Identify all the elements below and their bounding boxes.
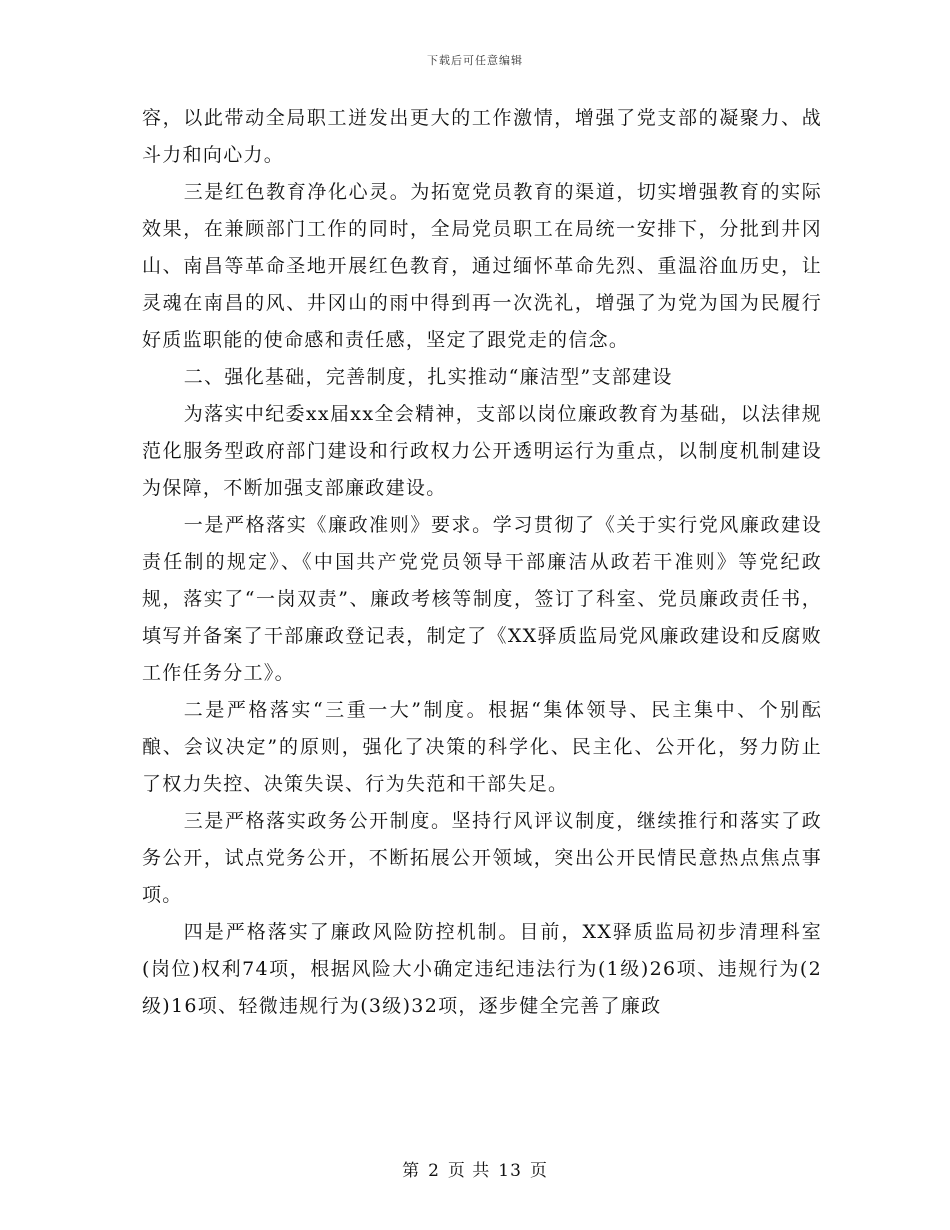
paragraph: 四是严格落实了廉政风险防控机制。目前，XX驿质监局初步清理科室(岗位)权利74项，根据风险大小确定违纪违法行为(1级)26项、违规行为(2级)16项、轻微违规行为(3级)32项，逐步健全完善了廉政 xyxy=(142,921,822,1017)
paragraph: 三是严格落实政务公开制度。坚持行风评议制度，继续推行和落实了政务公开，试点党务公开，不断拓展公开领域，突出公开民情民意热点焦点事项。 xyxy=(142,810,822,906)
footer-total-pages: 13 xyxy=(498,1161,522,1181)
paragraph: 三是红色教育净化心灵。为拓宽党员教育的渠道，切实增强教育的实际效果，在兼顾部门工作的同时，全局党员职工在局统一安排下，分批到井冈山、南昌等革命圣地开展红色教育，通过缅怀革命先烈、重温浴血历史，让灵魂在南昌的风、井冈山的雨中得到再一次洗礼，增强了为党为国为民履行好质监职能的使命感和责任感，坚定了跟党走的信念。 xyxy=(142,181,822,351)
footer-label-page: 第 xyxy=(402,1161,421,1181)
page-header: 下载后可任意编辑 xyxy=(427,54,523,67)
document-body xyxy=(142,100,822,1025)
paragraph: 为落实中纪委xx届xx全会精神，支部以岗位廉政教育为基础，以法律规范化服务型政府部门建设和行政权力公开透明运行为重点，以制度机制建设为保障，不断加强支部廉政建设。 xyxy=(142,403,822,499)
footer-label-of: 页 共 xyxy=(447,1161,491,1181)
footer-label-end: 页 xyxy=(529,1161,548,1181)
footer-current-page: 2 xyxy=(428,1161,440,1181)
section-heading: 二、强化基础，完善制度，扎实推动“廉洁型”支部建设 xyxy=(183,366,673,388)
page-footer xyxy=(0,1156,950,1181)
paragraph: 一是严格落实《廉政准则》要求。学习贯彻了《关于实行党风廉政建设责任制的规定》、《中国共产党党员领导干部廉洁从政若干准则》等党纪政规，落实了“一岗双责”、廉政考核等制度，签订了科室、党员廉政责任书，填写并备案了干部廉政登记表，制定了《XX驿质监局党风廉政建设和反腐败工作任务分工》。 xyxy=(142,514,822,684)
paragraph: 二是严格落实“三重一大”制度。根据“集体领导、民主集中、个别酝酿、会议决定”的原则，强化了决策的科学化、民主化、公开化，努力防止了权力失控、决策失误、行为失范和干部失足。 xyxy=(142,699,822,795)
paragraph: 容，以此带动全局职工迸发出更大的工作激情，增强了党支部的凝聚力、战斗力和向心力。 xyxy=(142,107,822,166)
